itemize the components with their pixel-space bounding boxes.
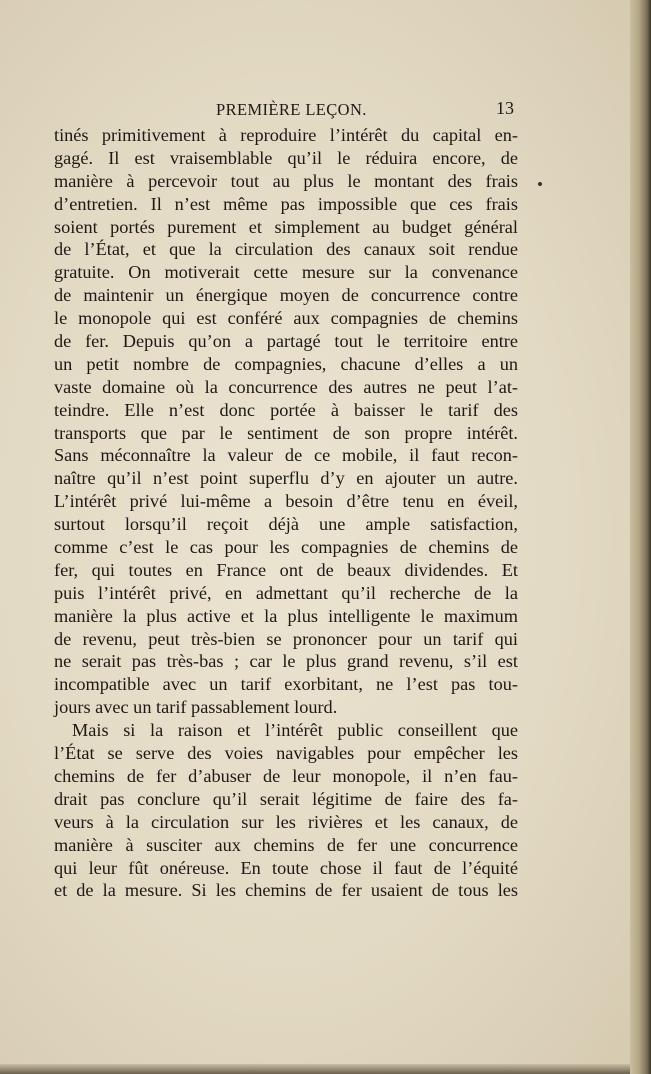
text-line: l’État se serve des voies navigables pour empêcher les xyxy=(54,743,518,764)
text-line: tinés primitivement à reproduire l’intérêt du capital en- xyxy=(54,125,518,145)
text-line: d’entretien. Il n’est même pas impossible que ces frais xyxy=(54,193,518,214)
text-line: ne serait pas très-bas ; car le plus grand revenu, s’il est xyxy=(54,651,518,672)
text-line: naître qu’il n’est point superflu d’y en ajouter un autre. xyxy=(54,468,518,489)
text-line: fer, qui toutes en France ont de beaux dividendes. Et xyxy=(54,559,518,580)
page-edge xyxy=(630,0,651,1074)
text-line: manière la plus active et la plus intelligente le maximum xyxy=(54,605,518,626)
text-line: puis l’intérêt privé, en admettant qu’il recherche de la xyxy=(54,582,518,603)
text-line: un petit nombre de compagnies, chacune d’elles a un xyxy=(54,353,518,374)
text-line: gratuite. On motiverait cette mesure sur la convenance xyxy=(54,262,518,283)
text-line: surtout lorsqu’il reçoit déjà une ample satisfaction, xyxy=(54,514,518,535)
text-line: de maintenir un énergique moyen de concurrence contre xyxy=(54,285,518,306)
text-line: et de la mesure. Si les chemins de fer usaient de tous les xyxy=(54,880,518,901)
text-line: de revenu, peut très-bien se prononcer pour un tarif qui xyxy=(54,628,518,649)
text-line: de l’État, et que la circulation des canaux soit rendue xyxy=(54,239,518,260)
running-title: PREMIÈRE LEÇON. xyxy=(216,100,367,119)
page-header xyxy=(54,98,514,124)
text-line: incompatible avec un tarif exorbitant, ne l’est pas tou- xyxy=(54,674,518,695)
text-line: veurs à la circulation sur les rivières et les canaux, de xyxy=(54,811,518,832)
text-line: le monopole qui est conféré aux compagnies de chemins xyxy=(54,308,518,329)
text-line: vaste domaine où la concurrence des autres ne peut l’at- xyxy=(54,376,518,397)
page-number: 13 xyxy=(496,98,514,118)
text-line: de fer. Depuis qu’on a partagé tout le territoire entre xyxy=(54,331,518,352)
text-line: chemins de fer d’abuser de leur monopole, il n’en fau- xyxy=(54,765,518,786)
text-line: L’intérêt privé lui-même a besoin d’être tenu en éveil, xyxy=(54,491,518,512)
paragraph-first-line: Mais si la raison et l’intérêt public conseillent que xyxy=(72,720,518,741)
text-line: drait pas conclure qu’il serait légitime de faire des fa- xyxy=(54,788,518,809)
text-line: Sans méconnaître la valeur de ce mobile, il faut recon- xyxy=(54,445,518,466)
text-line: qui leur fût onéreuse. En toute chose il faut de l’équité xyxy=(54,857,518,878)
text-line: teindre. Elle n’est donc portée à baisser le tarif des xyxy=(54,399,518,420)
text-line: manière à percevoir tout au plus le montant des frais xyxy=(54,170,518,191)
text-line: comme c’est le cas pour les compagnies de chemins de xyxy=(54,537,518,558)
body-text xyxy=(54,124,518,902)
ink-speck xyxy=(538,182,542,186)
paragraph-last-line: jours avec un tarif passablement lourd. xyxy=(54,697,338,718)
text-line: gagé. Il est vraisemblable qu’il le réduira encore, de xyxy=(54,147,518,168)
text-line: soient portés purement et simplement au budget général xyxy=(54,216,518,237)
text-line: transports que par le sentiment de son propre intérêt. xyxy=(54,422,518,443)
text-line: manière à susciter aux chemins de fer une concurrence xyxy=(54,834,518,855)
page-bottom-edge xyxy=(0,1064,630,1074)
